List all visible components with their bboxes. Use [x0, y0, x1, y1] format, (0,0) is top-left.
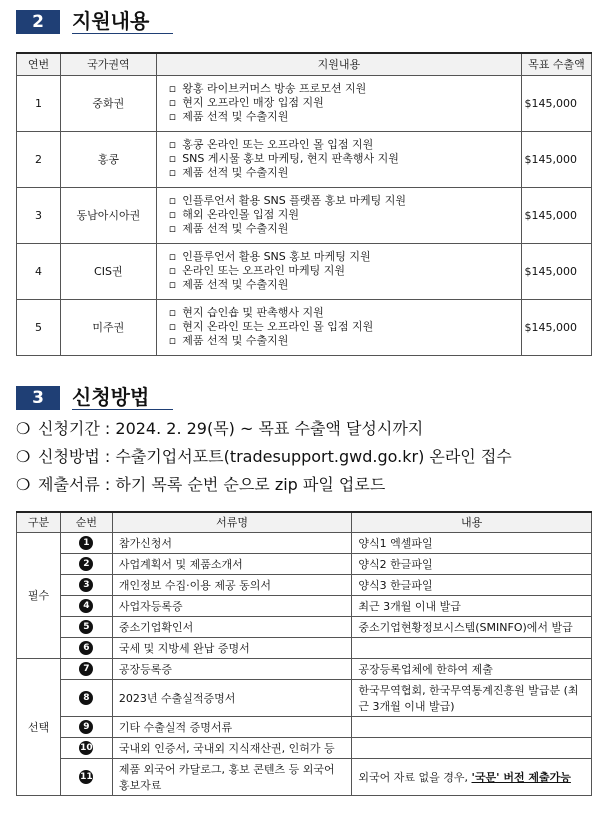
section-title: 지원내용 — [72, 9, 173, 34]
support-item: ▫ 현지 오프라인 매장 입점 지원 — [169, 96, 521, 110]
table-row — [17, 243, 592, 299]
row-number: 1 — [17, 75, 61, 131]
col-header-no: 연번 — [17, 53, 61, 75]
col-header-doc-name: 서류명 — [112, 512, 352, 532]
doc-note-emphasis: '국문' 버전 제출가능 — [471, 770, 571, 784]
row-number: 5 — [17, 299, 61, 355]
row-target-amount: $145,000 — [521, 243, 591, 299]
support-item: ▫ 왕홍 라이브커머스 방송 프로모션 지원 — [169, 82, 521, 96]
circled-number-icon: 1 — [79, 536, 93, 550]
table-row — [17, 75, 592, 131]
support-item: ▫ 온라인 또는 오프라인 마케팅 지원 — [169, 264, 521, 278]
circled-number-icon: 5 — [79, 620, 93, 634]
circled-number-icon: 8 — [79, 691, 93, 705]
row-region: 동남아시아권 — [60, 187, 156, 243]
doc-name: 기타 수출실적 증명서류 — [112, 716, 352, 737]
section-3-header — [16, 384, 173, 410]
doc-note: 양식2 한글파일 — [352, 553, 592, 574]
doc-number — [60, 737, 112, 758]
support-item: ▫ 제품 선적 및 수출지원 — [169, 110, 521, 124]
row-region: 중화권 — [60, 75, 156, 131]
group-optional: 선택 — [17, 658, 61, 795]
circled-number-icon: 11 — [80, 772, 93, 782]
row-target-amount: $145,000 — [521, 75, 591, 131]
doc-number — [60, 637, 112, 658]
circled-number-icon: 6 — [79, 641, 93, 655]
table-row — [17, 532, 592, 553]
row-number: 2 — [17, 131, 61, 187]
circle-bullet-icon: ❍ — [16, 475, 31, 494]
doc-name: 공장등록증 — [112, 658, 352, 679]
row-target-amount: $145,000 — [521, 299, 591, 355]
documents-table — [16, 511, 592, 796]
doc-name: 개인정보 수집·이용 제공 동의서 — [112, 574, 352, 595]
doc-name: 국세 및 지방세 완납 증명서 — [112, 637, 352, 658]
table-row — [17, 187, 592, 243]
doc-number — [60, 553, 112, 574]
row-number: 4 — [17, 243, 61, 299]
row-region: CIS권 — [60, 243, 156, 299]
doc-number — [60, 595, 112, 616]
table-row — [17, 553, 592, 574]
row-support-items — [156, 75, 521, 131]
doc-note: 양식3 한글파일 — [352, 574, 592, 595]
section-title: 신청방법 — [72, 385, 173, 410]
doc-note: 외국어 자료 없을 경우, '국문' 버전 제출가능 — [352, 758, 592, 795]
support-item: ▫ 홍콩 온라인 또는 오프라인 몰 입점 지원 — [169, 138, 521, 152]
doc-number — [60, 716, 112, 737]
table-row — [17, 616, 592, 637]
circled-number-icon: 7 — [79, 662, 93, 676]
bullet-apply-method: ❍ 신청방법 : 수출기업서포트(tradesupport.gwd.go.kr) 온라인 접수 — [16, 447, 512, 466]
doc-number — [60, 658, 112, 679]
row-support-items — [156, 187, 521, 243]
table-row — [17, 679, 592, 716]
support-item: ▫ 인플루언서 활용 SNS 홍보 마케팅 지원 — [169, 250, 521, 264]
circle-bullet-icon: ❍ — [16, 419, 31, 438]
row-region: 미주권 — [60, 299, 156, 355]
doc-number — [60, 758, 112, 795]
col-header-target: 목표 수출액 — [521, 53, 591, 75]
doc-name: 참가신청서 — [112, 532, 352, 553]
circle-bullet-icon: ❍ — [16, 447, 31, 466]
support-item: ▫ 제품 선적 및 수출지원 — [169, 222, 521, 236]
col-header-group: 구분 — [17, 512, 61, 532]
table-header-row — [17, 512, 592, 532]
row-number: 3 — [17, 187, 61, 243]
table-row — [17, 574, 592, 595]
circled-number-icon: 10 — [80, 743, 93, 753]
row-target-amount: $145,000 — [521, 131, 591, 187]
support-item: ▫ 인플루언서 활용 SNS 플랫폼 홍보 마케팅 지원 — [169, 194, 521, 208]
support-item: ▫ 현지 습인숍 및 판촉행사 지원 — [169, 306, 521, 320]
table-row — [17, 658, 592, 679]
doc-note — [352, 637, 592, 658]
doc-note — [352, 737, 592, 758]
support-item: ▫ 해외 온라인몰 입점 지원 — [169, 208, 521, 222]
section-number: 3 — [16, 386, 60, 410]
circled-number-icon: 2 — [79, 557, 93, 571]
circled-number-icon: 4 — [79, 599, 93, 613]
table-header-row — [17, 53, 592, 75]
col-header-content: 지원내용 — [156, 53, 521, 75]
col-header-note: 내용 — [352, 512, 592, 532]
bullet-apply-period: ❍ 신청기간 : 2024. 2. 29(목) ~ 목표 수출액 달성시까지 — [16, 419, 424, 438]
table-row — [17, 299, 592, 355]
doc-note: 한국무역협회, 한국무역통계진흥원 발급분 (최근 3개월 이내 발급) — [352, 679, 592, 716]
support-table — [16, 52, 592, 356]
table-row — [17, 737, 592, 758]
doc-name: 중소기업확인서 — [112, 616, 352, 637]
doc-name: 2023년 수출실적증명서 — [112, 679, 352, 716]
support-item: ▫ 현지 온라인 또는 오프라인 몰 입점 지원 — [169, 320, 521, 334]
row-support-items — [156, 243, 521, 299]
circled-number-icon: 3 — [79, 578, 93, 592]
row-region: 홍콩 — [60, 131, 156, 187]
doc-number — [60, 616, 112, 637]
section-number: 2 — [16, 10, 60, 34]
section-2-header — [16, 8, 173, 34]
doc-note: 최근 3개월 이내 발급 — [352, 595, 592, 616]
doc-name: 제품 외국어 카달로그, 홍보 콘텐츠 등 외국어 홍보자료 — [112, 758, 352, 795]
table-row — [17, 595, 592, 616]
table-row — [17, 758, 592, 795]
doc-name: 국내외 인증서, 국내외 지식재산권, 인허가 등 — [112, 737, 352, 758]
group-required: 필수 — [17, 532, 61, 658]
doc-note: 중소기업현황정보시스템(SMINFO)에서 발급 — [352, 616, 592, 637]
row-support-items — [156, 299, 521, 355]
doc-number — [60, 532, 112, 553]
doc-name: 사업자등록증 — [112, 595, 352, 616]
support-item: ▫ 제품 선적 및 수출지원 — [169, 166, 521, 180]
doc-note: 공장등록업체에 한하여 제출 — [352, 658, 592, 679]
support-item: ▫ 제품 선적 및 수출지원 — [169, 278, 521, 292]
table-row — [17, 637, 592, 658]
row-support-items — [156, 131, 521, 187]
col-header-num: 순번 — [60, 512, 112, 532]
table-row — [17, 131, 592, 187]
doc-number — [60, 679, 112, 716]
bullet-documents: ❍ 제출서류 : 하기 목록 순번 순으로 zip 파일 업로드 — [16, 475, 386, 494]
circled-number-icon: 9 — [79, 720, 93, 734]
doc-name: 사업계획서 및 제품소개서 — [112, 553, 352, 574]
support-item: ▫ 제품 선적 및 수출지원 — [169, 334, 521, 348]
doc-note — [352, 716, 592, 737]
row-target-amount: $145,000 — [521, 187, 591, 243]
doc-number — [60, 574, 112, 595]
doc-note: 양식1 엑셀파일 — [352, 532, 592, 553]
table-row — [17, 716, 592, 737]
col-header-region: 국가권역 — [60, 53, 156, 75]
support-item: ▫ SNS 게시물 홍보 마케팅, 현지 판촉행사 지원 — [169, 152, 521, 166]
